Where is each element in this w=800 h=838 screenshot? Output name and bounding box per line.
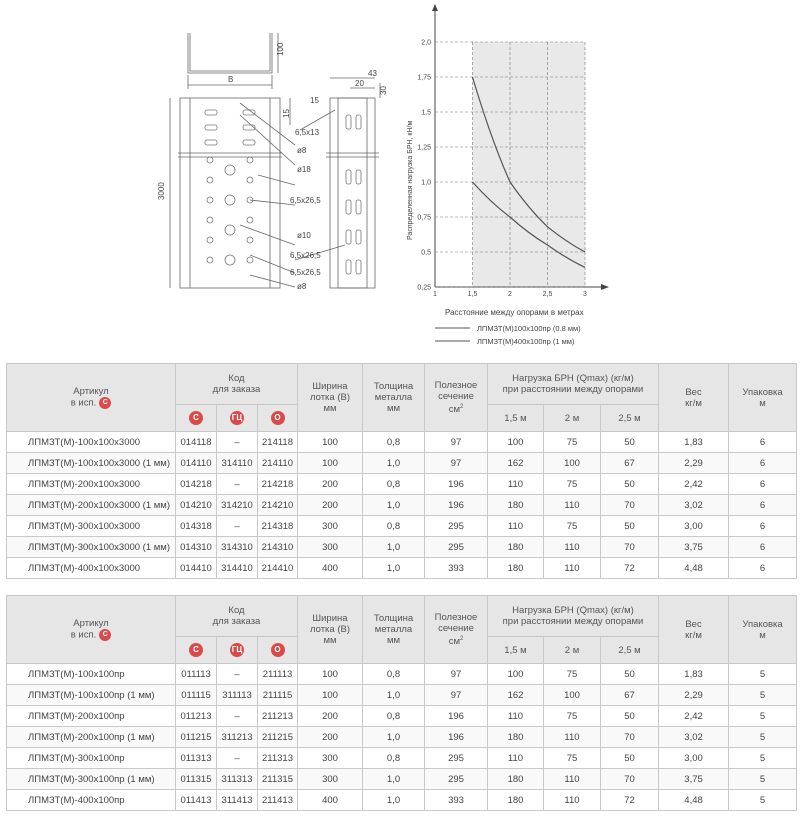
spec-table-3000	[6, 363, 797, 579]
table-cell: 180	[488, 558, 544, 579]
table-cell: 3,02	[659, 495, 729, 516]
table-cell: 314410	[217, 558, 258, 579]
col-code: Код для заказа	[176, 364, 298, 405]
col-thickness: Толщина металла мм	[363, 364, 425, 432]
table-cell: 5	[729, 664, 797, 685]
table-row	[7, 664, 797, 685]
callout-d8-top: ø8	[297, 146, 307, 155]
table-cell: 014218	[176, 474, 217, 495]
table-cell: 75	[544, 706, 601, 727]
table-cell: 300	[298, 537, 363, 558]
s-icon: С	[189, 411, 203, 425]
table-row	[7, 474, 797, 495]
table-cell: 3,02	[659, 727, 729, 748]
table-cell: 4,48	[659, 558, 729, 579]
plot-area	[473, 42, 586, 287]
table-cell: 0,8	[363, 474, 425, 495]
table-cell: 100	[298, 453, 363, 474]
table-cell: 110	[544, 790, 601, 811]
table-cell: 97	[425, 432, 488, 453]
article-cell: ЛПМЗТ(М)-300х100х3000	[7, 516, 176, 537]
table-cell: 295	[425, 769, 488, 790]
table-cell: 75	[544, 432, 601, 453]
table-cell: –	[217, 474, 258, 495]
table-cell: 300	[298, 769, 363, 790]
zinc-s-icon: С	[99, 629, 111, 641]
table-cell: 211213	[258, 706, 298, 727]
table-cell: 70	[601, 495, 659, 516]
col-load: Нагрузка БРН (Qmax) (кг/м) при расстоянии между опорами	[488, 364, 659, 405]
article-cell: ЛПМЗТ(М)-300х100пр (1 мм)	[7, 769, 176, 790]
dim-43: 43	[368, 69, 377, 78]
load-chart	[395, 0, 615, 355]
table-cell: 214218	[258, 474, 298, 495]
table-cell: 50	[601, 664, 659, 685]
x-axis-arrow	[601, 284, 609, 290]
callout-d10: ø10	[297, 231, 311, 240]
spec-table-pr	[6, 595, 797, 811]
table-cell: 3,75	[659, 537, 729, 558]
table-cell: 97	[425, 685, 488, 706]
table-cell: 3,00	[659, 748, 729, 769]
table-cell: 211413	[258, 790, 298, 811]
y-tick-label: 1,75	[417, 74, 431, 82]
o-icon: О	[271, 411, 285, 425]
table-cell: 5	[729, 727, 797, 748]
code-s-header	[176, 405, 217, 432]
code-o-header	[258, 637, 298, 664]
col-article: Артикул в исп. С	[7, 364, 176, 432]
table-row	[7, 769, 797, 790]
table-cell: 3,75	[659, 769, 729, 790]
table-cell: 50	[601, 706, 659, 727]
x-tick-label: 3	[583, 291, 587, 298]
table-cell: 314310	[217, 537, 258, 558]
table-cell: –	[217, 748, 258, 769]
table-cell: 100	[298, 432, 363, 453]
article-cell: ЛПМЗТ(М)-100х100х3000 (1 мм)	[7, 453, 176, 474]
zinc-s-icon: С	[99, 397, 111, 409]
table-cell: 6	[729, 495, 797, 516]
col-section: Полезное сечение $см^2$	[425, 364, 488, 432]
col-width: Ширина лотка (В) мм	[298, 596, 363, 664]
table-cell: 67	[601, 685, 659, 706]
table-cell: 110	[488, 516, 544, 537]
table-cell: 311313	[217, 769, 258, 790]
col-pack: Упаковка м	[729, 596, 797, 664]
table-cell: 393	[425, 790, 488, 811]
table-cell: 196	[425, 727, 488, 748]
table-cell: 214118	[258, 432, 298, 453]
table-row	[7, 790, 797, 811]
table-cell: 110	[544, 537, 601, 558]
table-cell: 70	[601, 537, 659, 558]
table-cell: 014210	[176, 495, 217, 516]
table-cell: 011215	[176, 727, 217, 748]
table-cell: 100	[544, 685, 601, 706]
table-cell: 211215	[258, 727, 298, 748]
table-cell: 393	[425, 558, 488, 579]
table-cell: 5	[729, 706, 797, 727]
table-cell: 6	[729, 474, 797, 495]
y-tick-label: 1,25	[417, 144, 431, 152]
chart-ylabel: Распределенная нагрузка БРН, кН/м	[407, 120, 414, 240]
table-row	[7, 495, 797, 516]
table-cell: 014110	[176, 453, 217, 474]
table-cell: 1,0	[363, 769, 425, 790]
table-cell: 011115	[176, 685, 217, 706]
table-cell: 110	[488, 706, 544, 727]
table-cell: 100	[298, 664, 363, 685]
table-cell: 110	[544, 727, 601, 748]
table-row	[7, 432, 797, 453]
x-tick-label: 2	[508, 291, 512, 298]
table-cell: 311413	[217, 790, 258, 811]
table-cell: 211313	[258, 748, 298, 769]
callout-slot-3: 6,5x26,5	[290, 268, 321, 277]
table-cell: 196	[425, 474, 488, 495]
table-cell: 2,29	[659, 685, 729, 706]
table-cell: –	[217, 432, 258, 453]
y-tick-label: 1,0	[421, 179, 431, 187]
article-cell: ЛПМЗТ(М)-100х100пр (1 мм)	[7, 685, 176, 706]
table-cell: 5	[729, 685, 797, 706]
code-gc-header	[217, 637, 258, 664]
cable-tray-drawing	[150, 15, 390, 305]
table-cell: –	[217, 516, 258, 537]
table-cell: 211315	[258, 769, 298, 790]
table-cell: 014410	[176, 558, 217, 579]
span-2-5: 2,5 м	[601, 637, 659, 664]
code-o-header	[258, 405, 298, 432]
table-cell: 196	[425, 706, 488, 727]
table-cell: 214210	[258, 495, 298, 516]
table-cell: 6	[729, 537, 797, 558]
span-2: 2 м	[544, 637, 601, 664]
article-cell: ЛПМЗТ(М)-200х100пр	[7, 706, 176, 727]
table-cell: 110	[488, 474, 544, 495]
table-cell: 75	[544, 516, 601, 537]
table-cell: 180	[488, 495, 544, 516]
col-section: Полезное сечение $см^2$	[425, 596, 488, 664]
table-cell: 1,83	[659, 664, 729, 685]
code-s-header	[176, 637, 217, 664]
table-cell: 180	[488, 790, 544, 811]
article-cell: ЛПМЗТ(М)-200х100х3000	[7, 474, 176, 495]
table-cell: 0,8	[363, 516, 425, 537]
table-cell: 300	[298, 516, 363, 537]
y-tick-label: 0,5	[421, 249, 431, 257]
table-cell: 2,29	[659, 453, 729, 474]
table-cell: 75	[544, 748, 601, 769]
table-cell: 100	[544, 453, 601, 474]
table-row	[7, 558, 797, 579]
y-axis-arrow	[432, 4, 438, 11]
table-cell: 110	[544, 495, 601, 516]
span-2-5: 2,5 м	[601, 405, 659, 432]
table-cell: 67	[601, 453, 659, 474]
table-cell: 295	[425, 537, 488, 558]
table-cell: 014310	[176, 537, 217, 558]
article-cell: ЛПМЗТ(М)-100х100х3000	[7, 432, 176, 453]
table-cell: 011113	[176, 664, 217, 685]
callout-slot-2: 6,5x26,5	[290, 251, 321, 260]
article-cell: ЛПМЗТ(М)-200х100пр (1 мм)	[7, 727, 176, 748]
article-cell: ЛПМЗТ(М)-100х100пр	[7, 664, 176, 685]
table-cell: 100	[298, 685, 363, 706]
span-1-5: 1,5 м	[488, 637, 544, 664]
table-cell: 100	[488, 432, 544, 453]
table-cell: 214310	[258, 537, 298, 558]
table-cell: 1,0	[363, 685, 425, 706]
article-cell: ЛПМЗТ(М)-300х100х3000 (1 мм)	[7, 537, 176, 558]
table-cell: 300	[298, 748, 363, 769]
table-cell: 014118	[176, 432, 217, 453]
x-tick-label: 1,5	[467, 291, 478, 298]
table-cell: 1,0	[363, 727, 425, 748]
table-cell: 1,0	[363, 558, 425, 579]
y-tick-label: 2,0	[421, 39, 431, 47]
col-weight: Вес кг/м	[659, 364, 729, 432]
table-cell: 70	[601, 769, 659, 790]
col-code: Код для заказа	[176, 596, 298, 637]
span-1-5: 1,5 м	[488, 405, 544, 432]
table-cell: 1,83	[659, 432, 729, 453]
table-cell: 295	[425, 516, 488, 537]
table-cell: 214318	[258, 516, 298, 537]
table-cell: –	[217, 664, 258, 685]
table-cell: 196	[425, 495, 488, 516]
table-cell: 3,00	[659, 516, 729, 537]
dim-15a: 15	[282, 109, 291, 118]
table-row	[7, 685, 797, 706]
table-cell: 6	[729, 558, 797, 579]
table-cell: 5	[729, 769, 797, 790]
col-weight: Вес кг/м	[659, 596, 729, 664]
table-cell: 214110	[258, 453, 298, 474]
table-cell: 0,8	[363, 706, 425, 727]
table-cell: 50	[601, 748, 659, 769]
dim-20: 20	[355, 79, 364, 88]
col-load: Нагрузка БРН (Qmax) (кг/м) при расстоянии между опорами	[488, 596, 659, 637]
y-tick-label: 0,75	[417, 214, 431, 222]
table-cell: 110	[488, 748, 544, 769]
span-2: 2 м	[544, 405, 601, 432]
table-row	[7, 453, 797, 474]
table-cell: 97	[425, 453, 488, 474]
col-pack: Упаковка м	[729, 364, 797, 432]
dim-30: 30	[379, 86, 388, 95]
table-cell: 400	[298, 790, 363, 811]
table-cell: 200	[298, 706, 363, 727]
table-cell: 97	[425, 664, 488, 685]
y-tick-label: 0,25	[417, 284, 431, 292]
table-cell: 1,0	[363, 790, 425, 811]
table-cell: 1,0	[363, 537, 425, 558]
table-cell: 2,42	[659, 474, 729, 495]
table-cell: 72	[601, 558, 659, 579]
table-cell: 6	[729, 432, 797, 453]
dim-15b: 15	[310, 96, 319, 105]
table-cell: 211115	[258, 685, 298, 706]
callout-d8-bottom: ø8	[297, 282, 307, 291]
table-cell: 110	[544, 769, 601, 790]
dim-b: B	[228, 75, 234, 84]
table-cell: 5	[729, 790, 797, 811]
table-cell: 011413	[176, 790, 217, 811]
table-cell: 50	[601, 432, 659, 453]
col-thickness: Толщина металла мм	[363, 596, 425, 664]
table-cell: 180	[488, 537, 544, 558]
table-cell: 014318	[176, 516, 217, 537]
table-cell: 311113	[217, 685, 258, 706]
o-icon: О	[271, 643, 285, 657]
table-cell: 50	[601, 474, 659, 495]
callout-slot-1: 6,5x26,5	[290, 196, 321, 205]
table-cell: 180	[488, 727, 544, 748]
table-cell: 5	[729, 748, 797, 769]
table-cell: 100	[488, 664, 544, 685]
table-cell: 011315	[176, 769, 217, 790]
dim-100: 100	[276, 42, 285, 56]
y-tick-label: 1,5	[421, 109, 431, 117]
table-row	[7, 537, 797, 558]
table-cell: 162	[488, 453, 544, 474]
table-row	[7, 727, 797, 748]
table-cell: 200	[298, 495, 363, 516]
table-row	[7, 748, 797, 769]
x-tick-label: 2,5	[542, 291, 553, 298]
code-gc-header	[217, 405, 258, 432]
table-cell: 75	[544, 664, 601, 685]
gc-icon: ГЦ	[230, 411, 244, 425]
table-cell: 110	[544, 558, 601, 579]
table-cell: 200	[298, 727, 363, 748]
table-cell: 72	[601, 790, 659, 811]
table-cell: 011313	[176, 748, 217, 769]
table-cell: 295	[425, 748, 488, 769]
table-cell: 214410	[258, 558, 298, 579]
chart-xlabel: Расстояние между опорами в метрах	[445, 308, 584, 317]
table-cell: 75	[544, 474, 601, 495]
article-cell: ЛПМЗТ(М)-300х100пр	[7, 748, 176, 769]
table-cell: 2,42	[659, 706, 729, 727]
table-cell: 211113	[258, 664, 298, 685]
gc-icon: ГЦ	[230, 643, 244, 657]
table-cell: 1,0	[363, 495, 425, 516]
table-cell: 314210	[217, 495, 258, 516]
table-cell: 6	[729, 453, 797, 474]
article-cell: ЛПМЗТ(М)-400х100пр	[7, 790, 176, 811]
table-cell: 1,0	[363, 453, 425, 474]
table-cell: 200	[298, 474, 363, 495]
table-cell: 50	[601, 516, 659, 537]
table-cell: 314110	[217, 453, 258, 474]
table-cell: 400	[298, 558, 363, 579]
article-cell: ЛПМЗТ(М)-200х100х3000 (1 мм)	[7, 495, 176, 516]
table-cell: 180	[488, 769, 544, 790]
table-row	[7, 706, 797, 727]
dim-6-5x13: 6,5x13	[295, 128, 320, 137]
dim-3000: 3000	[157, 182, 166, 200]
callout-d18: ø18	[297, 165, 311, 174]
table-cell: 70	[601, 727, 659, 748]
table-cell: 162	[488, 685, 544, 706]
table-cell: 6	[729, 516, 797, 537]
col-width: Ширина лотка (В) мм	[298, 364, 363, 432]
table-cell: 0,8	[363, 748, 425, 769]
x-tick-label: 1	[433, 291, 437, 298]
s-icon: С	[189, 643, 203, 657]
col-article: Артикул в исп. С	[7, 596, 176, 664]
table-cell: –	[217, 706, 258, 727]
table-row	[7, 516, 797, 537]
table-cell: 0,8	[363, 664, 425, 685]
legend-series-2: ЛПМЗТ(М)400х100пр (1 мм)	[477, 337, 575, 346]
article-cell: ЛПМЗТ(М)-400х100х3000	[7, 558, 176, 579]
table-cell: 0,8	[363, 432, 425, 453]
legend-series-1: ЛПМЗТ(М)100х100пр (0.8 мм)	[477, 324, 581, 333]
table-cell: 311213	[217, 727, 258, 748]
table-cell: 4,48	[659, 790, 729, 811]
table-cell: 011213	[176, 706, 217, 727]
